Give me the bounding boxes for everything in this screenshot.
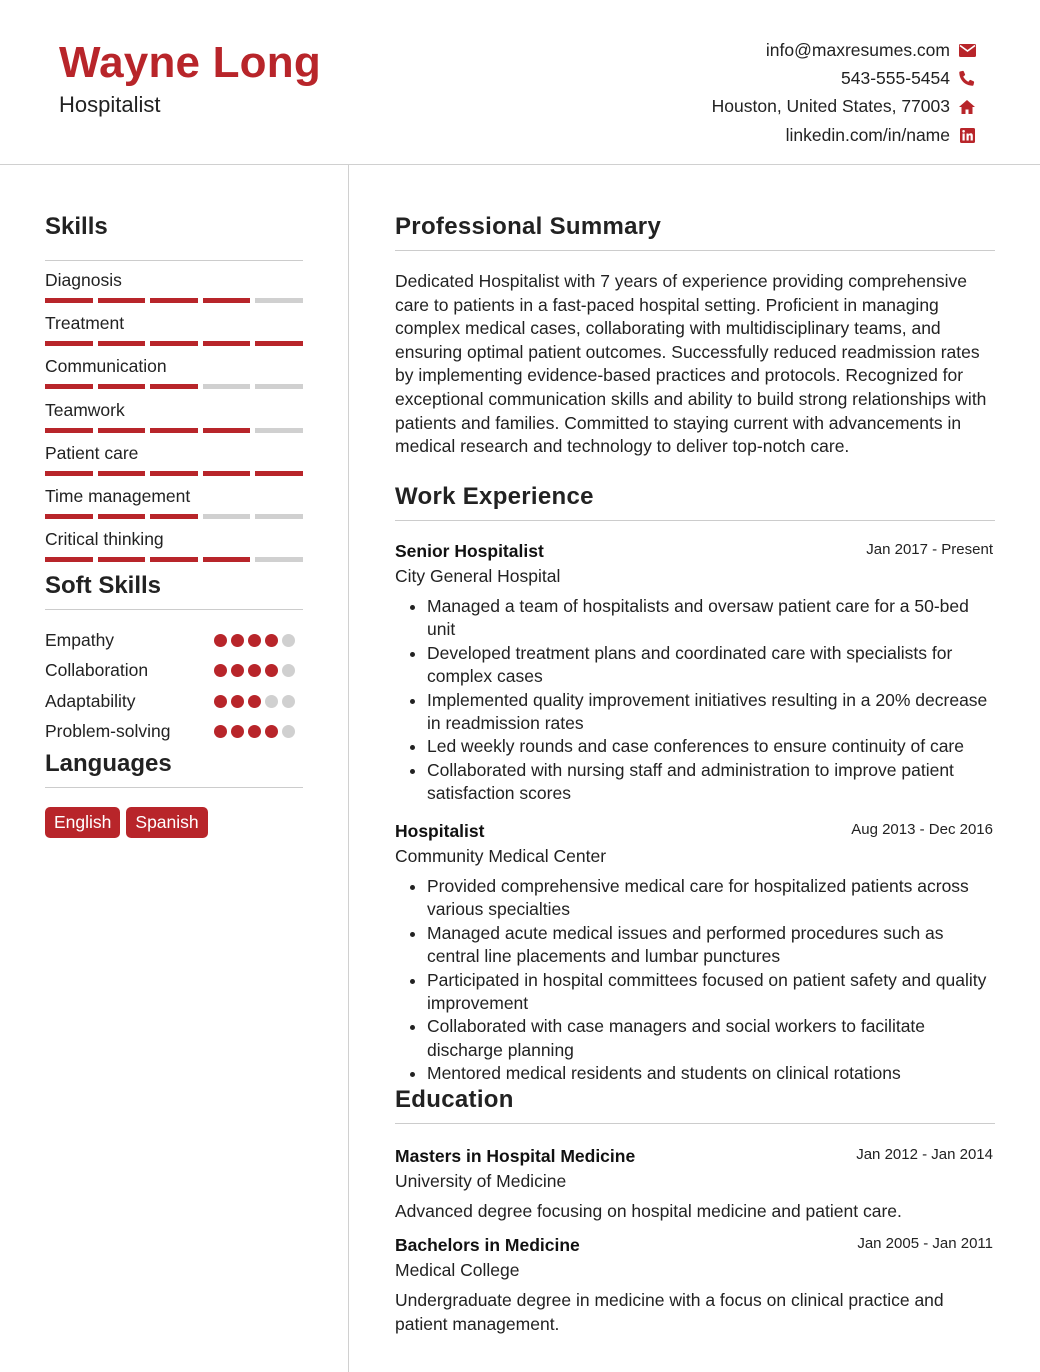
skill-item (45, 443, 303, 476)
job-date: Jan 2017 - Present (866, 541, 993, 558)
education-entry (395, 1235, 995, 1336)
soft-skills-heading: Soft Skills (45, 572, 162, 599)
skill-segment-filled (45, 428, 93, 433)
job-bullet: • Mentored medical residents and students on clinical rotations (427, 1062, 995, 1085)
education-degree: Masters in Hospital Medicine (395, 1146, 636, 1166)
skill-segment-filled (98, 471, 146, 476)
contact-email-text[interactable]: info@maxresumes.com (765, 39, 950, 60)
skill-segment-filled (150, 428, 198, 433)
skills-rule (45, 260, 303, 261)
education-rule (395, 1123, 995, 1124)
column-divider (348, 165, 349, 1372)
job-bullet: • Participated in hospital committees focused on patient safety and quality improvement (427, 969, 995, 1016)
job-bullet: • Collaborated with nursing staff and administration to improve patient satisfaction scores (427, 759, 995, 806)
job-bullet: • Collaborated with case managers and social workers to facilitate discharge planning (427, 1015, 995, 1062)
skill-label: Communication (45, 356, 167, 377)
job-company: Community Medical Center (395, 846, 607, 866)
skill-segment-filled (45, 298, 93, 303)
summary-text: Dedicated Hospitalist with 7 years of experience providing comprehensive care to patients in a fast-paced hospital setting. Proficient in managing complex medical cases, collaborating with multidisciplinary teams, and ensuring optimal patient outcomes. Successfully reduced readmission rates by implementing evidence-based practices and protocols. Recognized for exceptional communication skills and ability to build strong relationships with patients and families. Committed to staying current with advancements in medical research and technology to deliver top-notch care. (395, 271, 987, 457)
rating-dot-empty (282, 634, 295, 647)
skill-segment-filled (203, 471, 251, 476)
skill-rating-bar (45, 384, 303, 389)
job-entry (395, 541, 995, 806)
skill-segment-filled (203, 341, 251, 346)
skill-segment-filled (150, 557, 198, 562)
contact-phone-text[interactable]: 543-555-5454 (841, 67, 950, 88)
skill-item (45, 270, 303, 303)
education-school: Medical College (395, 1260, 520, 1280)
soft-skill-item (45, 630, 303, 654)
rating-dot-empty (282, 664, 295, 677)
rating-dot-filled (248, 664, 261, 677)
skill-segment-filled (45, 514, 93, 519)
skill-segment-empty (203, 514, 251, 519)
linkedin-icon (958, 126, 976, 144)
skill-segment-filled (45, 384, 93, 389)
job-bullet: • Provided comprehensive medical care for hospitalized patients across various specialties (427, 875, 995, 922)
rating-dot-empty (282, 695, 295, 708)
languages-rule (45, 787, 303, 788)
rating-dot-filled (265, 664, 278, 677)
rating-dot-empty (282, 725, 295, 738)
skill-segment-filled (45, 471, 93, 476)
education-date: Jan 2005 - Jan 2011 (857, 1235, 993, 1252)
job-bullet: • Developed treatment plans and coordinated care with specialists for complex cases (427, 642, 995, 689)
contact-address (712, 93, 976, 121)
job-bullets (395, 875, 995, 1086)
skill-segment-filled (150, 471, 198, 476)
job-bullet: • Managed a team of hospitalists and oversaw patient care for a 50-bed unit (427, 595, 995, 642)
languages-list (45, 807, 208, 838)
skill-segment-filled (98, 384, 146, 389)
contact-linkedin-text[interactable]: linkedin.com/in/name (785, 124, 950, 145)
rating-dot-filled (231, 664, 244, 677)
job-bullet: • Managed acute medical issues and performed procedures such as central line placements and lumbar punctures (427, 922, 995, 969)
rating-dot-empty (265, 695, 278, 708)
contact-linkedin[interactable] (712, 121, 976, 149)
skill-label: Teamwork (45, 399, 125, 420)
skill-label: Critical thinking (45, 529, 164, 550)
education-heading: Education (395, 1086, 514, 1113)
skill-segment-empty (255, 428, 303, 433)
job-title: Senior Hospitalist (395, 541, 544, 561)
job-date: Aug 2013 - Dec 2016 (851, 821, 993, 838)
skill-label: Treatment (45, 313, 125, 334)
skill-segment-filled (98, 514, 146, 519)
skill-segment-filled (98, 557, 146, 562)
soft-skill-item (45, 691, 303, 715)
skill-segment-filled (98, 428, 146, 433)
skill-segment-filled (45, 341, 93, 346)
contact-address-text: Houston, United States, 77003 (711, 96, 950, 117)
job-company: City General Hospital (395, 566, 561, 586)
skill-segment-filled (150, 514, 198, 519)
education-school: University of Medicine (395, 1171, 567, 1191)
rating-dot-filled (231, 695, 244, 708)
skill-segment-filled (98, 298, 146, 303)
skill-segment-filled (150, 341, 198, 346)
contact-email[interactable] (712, 36, 976, 64)
job-entry (395, 821, 995, 1086)
rating-dot-filled (231, 634, 244, 647)
skill-segment-empty (203, 384, 251, 389)
skills-heading: Skills (45, 213, 108, 240)
soft-skill-label: Collaboration (45, 660, 149, 681)
languages-heading: Languages (45, 750, 172, 777)
education-description: Undergraduate degree in medicine with a focus on clinical practice and patient management. (395, 1290, 944, 1334)
rating-dot-filled (214, 664, 227, 677)
soft-skill-rating-dots (214, 664, 295, 677)
job-bullet: • Led weekly rounds and case conferences to ensure continuity of care (427, 735, 995, 758)
candidate-title: Hospitalist (59, 92, 161, 117)
soft-skill-label: Problem-solving (45, 720, 171, 741)
skill-segment-empty (255, 384, 303, 389)
skill-segment-empty (255, 514, 303, 519)
envelope-icon (958, 41, 976, 59)
skill-rating-bar (45, 514, 303, 519)
soft-skill-item (45, 660, 303, 684)
soft-skill-rating-dots (214, 695, 295, 708)
soft-skill-rating-dots (214, 725, 295, 738)
rating-dot-filled (265, 634, 278, 647)
education-entry (395, 1146, 995, 1224)
contact-block (712, 36, 976, 149)
education-date: Jan 2012 - Jan 2014 (856, 1146, 993, 1163)
skill-segment-filled (150, 298, 198, 303)
skill-label: Diagnosis (45, 270, 122, 290)
skill-item (45, 400, 303, 433)
skill-rating-bar (45, 428, 303, 433)
skill-item (45, 529, 303, 562)
soft-skill-item (45, 721, 303, 745)
skill-rating-bar (45, 557, 303, 562)
skill-segment-empty (255, 298, 303, 303)
education-description: Advanced degree focusing on hospital medicine and patient care. (395, 1201, 902, 1221)
skill-segment-filled (203, 298, 251, 303)
candidate-name: Wayne Long (59, 38, 321, 87)
language-badge: Spanish (126, 807, 207, 838)
rating-dot-filled (248, 695, 261, 708)
skill-segment-filled (203, 557, 251, 562)
skill-item (45, 486, 303, 519)
language-badge: English (45, 807, 120, 838)
rating-dot-filled (214, 695, 227, 708)
rating-dot-filled (231, 725, 244, 738)
rating-dot-filled (214, 634, 227, 647)
soft-skill-label: Empathy (45, 630, 115, 650)
rating-dot-filled (214, 725, 227, 738)
skill-segment-filled (203, 428, 251, 433)
skill-label: Time management (45, 486, 191, 506)
job-title: Hospitalist (395, 821, 485, 841)
skill-rating-bar (45, 341, 303, 346)
soft-skill-label: Adaptability (45, 690, 136, 711)
soft-skill-rating-dots (214, 634, 295, 647)
resume-header (0, 0, 1040, 165)
rating-dot-filled (248, 634, 261, 647)
skill-segment-empty (255, 557, 303, 562)
summary-heading: Professional Summary (395, 213, 662, 240)
job-bullet: • Implemented quality improvement initiatives resulting in a 20% decrease in readmission rates (427, 689, 995, 736)
rating-dot-filled (265, 725, 278, 738)
skill-rating-bar (45, 298, 303, 303)
contact-phone[interactable] (712, 64, 976, 92)
phone-icon (958, 69, 976, 87)
skill-segment-filled (150, 384, 198, 389)
skill-segment-filled (45, 557, 93, 562)
skill-label: Patient care (45, 442, 139, 463)
job-bullets (395, 595, 995, 806)
skill-segment-filled (255, 341, 303, 346)
rating-dot-filled (248, 725, 261, 738)
skill-item (45, 356, 303, 389)
home-icon (958, 98, 976, 116)
education-degree: Bachelors in Medicine (395, 1235, 580, 1255)
summary-rule (395, 250, 995, 251)
skill-item (45, 313, 303, 346)
experience-rule (395, 520, 995, 521)
skill-segment-filled (255, 471, 303, 476)
skill-rating-bar (45, 471, 303, 476)
experience-heading: Work Experience (395, 483, 594, 510)
soft-skills-rule (45, 609, 303, 610)
skill-segment-filled (98, 341, 146, 346)
